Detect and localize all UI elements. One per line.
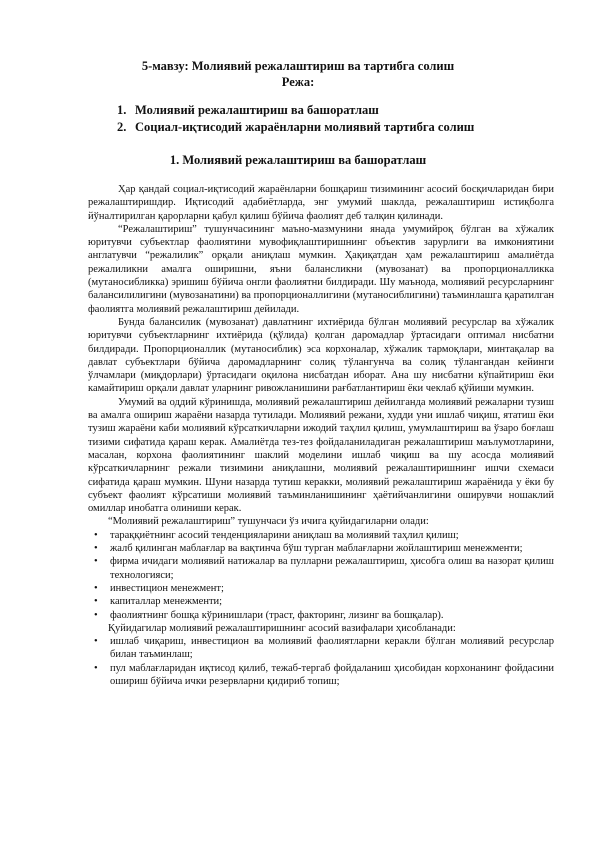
bullet-icon: • — [94, 582, 98, 594]
planning-tasks-list — [88, 635, 554, 688]
paragraph: Ҳар қандай социал-иқтисодий жараёнларни бошқариш тизимининг асосий босқичларидан бири режалаштиришдир. Иқтисодий адабиётларда, энг умумий шаклда, режалаштириш истиқболга йўналтирилган қарорларни қабул қилиш бўйича фаолият деб талқин қилинади. — [88, 184, 554, 222]
plan-item-number: 1. — [117, 103, 127, 117]
bullet-icon: • — [94, 596, 98, 608]
list-item: • капиталлар менежменти; — [94, 596, 223, 608]
paragraph: Умумий ва оддий кўринишда, молиявий режалаштириш дейилганда молиявий режаларни тузиш ва амалга ошириш жараёни назарда тутилади. Молиявий режани, худди уни ишлаб чиқиш, ятатиш ёки тузиш жараёни каби молиявий кўрсаткичларни ижодий таҳлил қилиш, умумлаштириш ва ўзаро боғлаш тизими сифатида қараш керак. Амалиётда тез-тез фойдаланиладиган режалаштириш маълумотларини, масалан, корхона фаолиятининг шаклий моделини ишлаб чиқиш ва шу асосда молиявий кўрсаткичларнинг режали тизимини аниқлашни, молиявий режалаштиришнинг ишчи схемаси сифатида қараш мумкин. Шуни назарда тутиш керакки, молиявий режалаштириш жараёнида у ёки бу субъект фаолият кўрсатиши молиявий таъминланишининг ҳаётийчанлигини оширувчи ношаклий омиллар инобатга олиниши керак. — [88, 396, 554, 515]
list-item: • пул маблағларидан иқтисод қилиб, тежаб-тергаб фойдаланиш ҳисобидан корхонанинг фойдасини ошириш бўйича ички резервларни қидириб топиш; — [94, 662, 554, 687]
list-item: • фирма ичидаги молиявий натижалар ва пулларни режалаштириш, ҳисобга олиш ва назорат қилиш технологияси; — [94, 556, 554, 581]
bullet-icon: • — [94, 529, 98, 541]
paragraph: Бунда балансилик (мувозанат) давлатнинг ихтиёрида бўлган молиявий ресурслар ва хўжалик юритувчи субъектларнинг ихтиёрида (қўлида) қолган даромадлар ўртасидаги оптимал нисбатни билдиради. Пропорционаллик (мутаносиблик) эса корхоналар, хўжалик тармоқлари, минтақалар ва давлат субъектлари бўйича даромадларнинг солиқ тўлангунча ва солиқ тўлангандан кейинги ўлчамлари (миқдорлари) ўртасидаги оқилона нисбатдан иборат. Ана шу нисбатни кўпайтириш ёки камайтириш орқали давлат уларнинг ривожланишини рағбатлантириш ёки чеклаб қўйиши мумкин. — [88, 316, 554, 395]
section-heading: 1. Молиявий режалаштириш ва башоратлаш — [169, 153, 427, 167]
plan-item-text: Молиявий режалаштириш ва башоратлаш — [135, 103, 379, 117]
plan-heading: Режа: — [281, 75, 315, 89]
bullet-icon: • — [94, 636, 98, 648]
list-item: • инвестицион менежмент; — [94, 582, 224, 594]
bullet-icon: • — [94, 556, 98, 568]
paragraph: “Режалаштириш” тушунчасининг маъно-мазмунини янада умумийроқ бўлган ва хўжалик юритувчи субъектлар фаолиятини мувофиқлаштиришнинг объектив зарурлиги ва имкониятини англатувчи “режалилик” орқали аниқлаш мумкин. Ҳақиқатдан ҳам режалаштириш амалиётда режалиликни амалга оширишни, яъни балансликни (мувозанат) ва пропорционалликка (мутаносибликка) эришиш бўйича онгли фаолиятни билдиради. Шу маънода, молиявий ресурсларнинг балансилилигини (мувозанатини) ва пропорционаллигини (мутаносиблигини) таъминлашга қаратилган фаолиятга молиявий режалаштириш дейилади. — [88, 223, 554, 315]
list-intro: “Молиявий режалаштириш” тушунчаси ўз ичига қуйидагиларни олади: — [108, 516, 429, 528]
bullet-icon: • — [94, 662, 98, 674]
plan-item-number: 2. — [117, 120, 127, 134]
list-item: • фаолиятнинг бошқа кўринишлари (траст, факторинг, лизинг ва бошқалар). — [94, 609, 444, 621]
document-title — [0, 58, 596, 90]
plan-list — [117, 102, 557, 136]
bullet-icon: • — [94, 609, 98, 621]
list-item: • ишлаб чиқариш, инвестицион ва молиявий фаолиятларни керакли бўлган молиявий ресурслар билан таъминлаш; — [94, 636, 554, 661]
list-item: • тараққиётнинг асосий тенденцияларини аниқлаш ва молиявий таҳлил қилиш; — [94, 529, 459, 541]
list-intro: Қуйидагилар молиявий режалаштиришнинг асосий вазифалари ҳисобланади: — [108, 622, 456, 634]
plan-item-text: Социал-иқтисодий жараёнларни молиявий тартибга солиш — [135, 120, 475, 134]
bullet-icon: • — [94, 543, 98, 555]
body-text — [88, 183, 554, 688]
planning-components-list — [88, 529, 554, 622]
plan-item — [117, 102, 557, 119]
topic-title: 5-мавзу: Молиявий режалаштириш ва тартибга солиш — [141, 59, 455, 73]
plan-item — [117, 119, 557, 136]
list-item: • жалб қилинган маблағлар ва вақтинча бўш турган маблағларни жойлаштириш менежменти; — [94, 543, 523, 555]
